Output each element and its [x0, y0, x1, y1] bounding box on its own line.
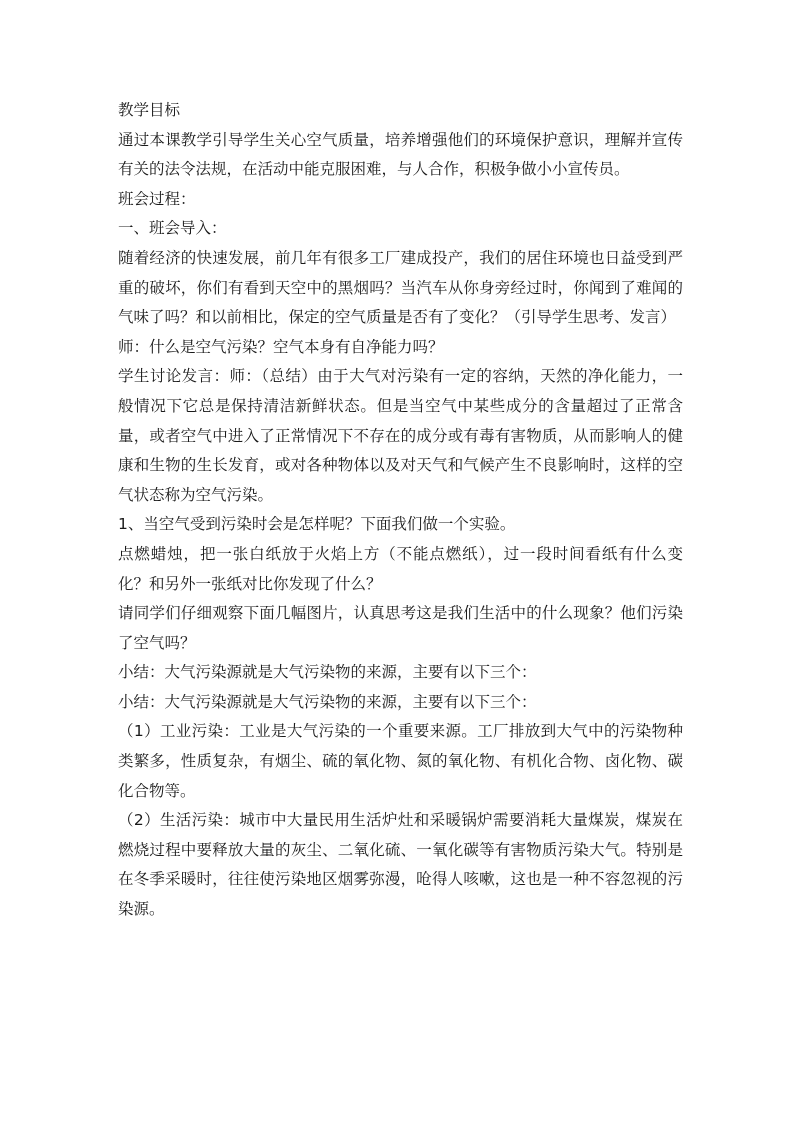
paragraph-experiment-steps: 点燃蜡烛，把一张白纸放于火焰上方（不能点燃纸），过一段时间看纸有什么变化？和另外一张纸对比你发现了什么？ — [118, 544, 683, 593]
paragraph-summary-repeat: 小结：大气污染源就是大气污染物的来源，主要有以下三个： — [118, 692, 537, 711]
paragraph-summary: 小结：大气污染源就是大气污染物的来源，主要有以下三个： — [118, 663, 537, 682]
paragraph-experiment-intro: 1、当空气受到污染时会是怎样呢？下面我们做一个实验。 — [118, 515, 516, 534]
paragraph-domestic-pollution: （2）生活污染：城市中大量民用生活炉灶和采暖锅炉需要消耗大量煤炭，煤炭在燃烧过程中要释放大量的灰尘、二氧化硫、一氧化碳等有害物质污染大气。特别是在冬季采暖时，往往使污染地区烟雾弥漫，呛得人咳嗽，这也是一种不容忽视的污染源。 — [118, 811, 683, 919]
document-body — [118, 96, 683, 925]
paragraph-introduction: 随着经济的快速发展，前几年有很多工厂建成投产，我们的居住环境也日益受到严重的破坏，你们有看到天空中的黑烟吗？当汽车从你身旁经过时，你闻到了难闻的气味了吗？和以前相比，保定的空气质量是否有了变化？（引导学生思考、发言） — [118, 248, 683, 327]
section-heading-introduction: 一、班会导入： — [118, 219, 227, 238]
paragraph-industrial-pollution: （1）工业污染：工业是大气污染的一个重要来源。工厂排放到大气中的污染物种类繁多，性质复杂，有烟尘、硫的氧化物、氮的氧化物、有机化合物、卤化物、碳化合物等。 — [118, 722, 683, 800]
section-heading-process: 班会过程： — [118, 189, 196, 208]
paragraph-goal-description: 通过本课教学引导学生关心空气质量，培养增强他们的环境保护意识，理解并宣传有关的法令法规，在活动中能克服困难，与人合作，积极争做小小宣传员。 — [118, 130, 683, 179]
section-heading-teaching-goal: 教学目标 — [118, 101, 181, 119]
paragraph-observe-pictures: 请同学们仔细观察下面几幅图片，认真思考这是我们生活中的什么现象？他们污染了空气吗？ — [118, 604, 683, 652]
paragraph-teacher-question: 师：什么是空气污染？空气本身有自净能力吗？ — [118, 337, 444, 356]
paragraph-discussion-summary: 学生讨论发言：师：（总结）由于大气对污染有一定的容纳，天然的净化能力，一般情况下它总是保持清洁新鲜状态。但是当空气中某些成分的含量超过了正常含量，或者空气中进入了正常情况下不存在的成分或有毒有害物质，从而影响人的健康和生物的生长发育，或对各种物体以及对天气和气候产生不良影响时，这样的空气状态称为空气污染。 — [118, 367, 683, 504]
